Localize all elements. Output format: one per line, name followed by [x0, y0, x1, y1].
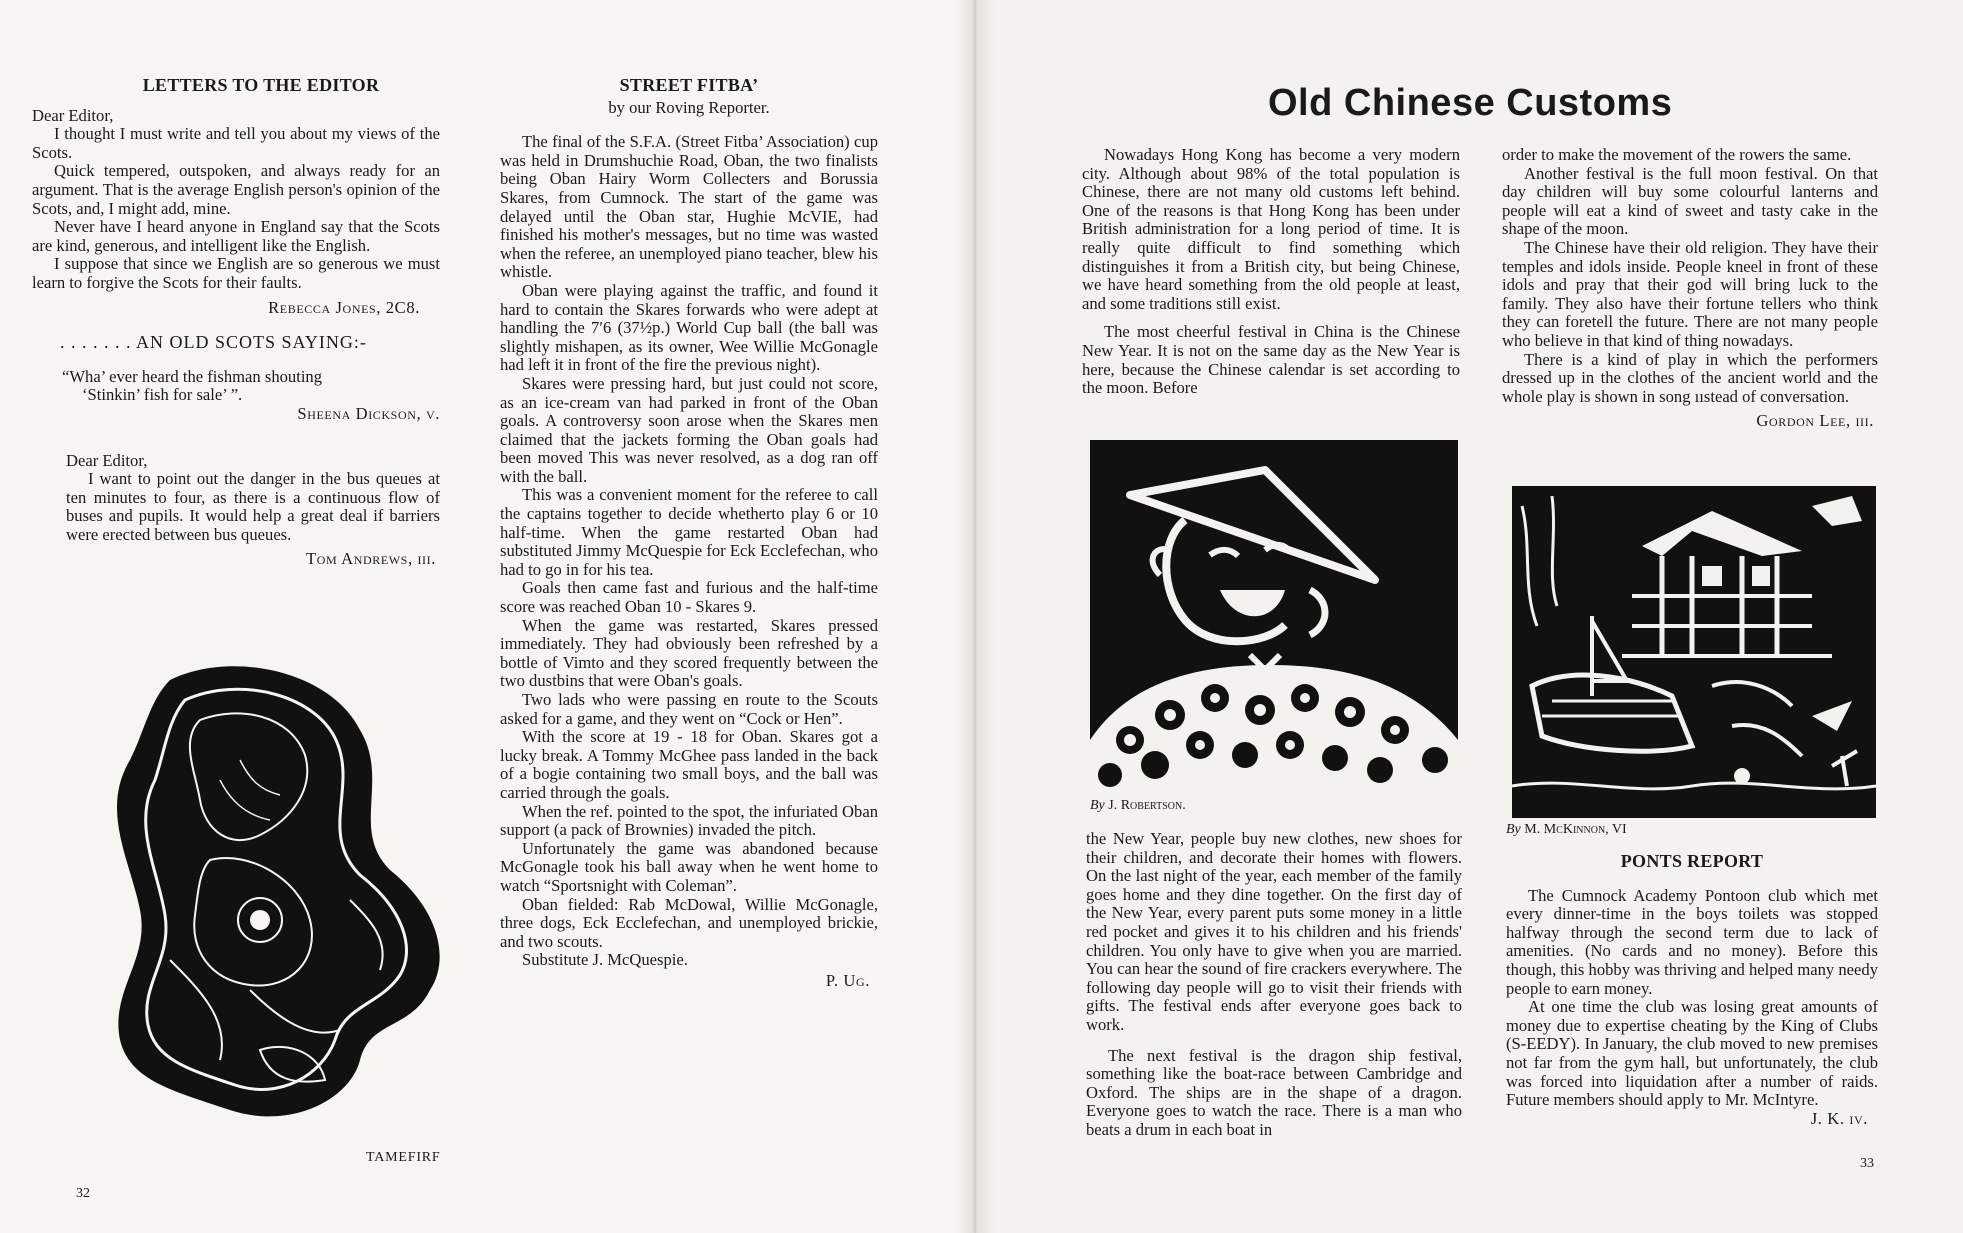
customs-paragraph: the New Year, people buy new clothes, new shoes for their children, and decorate their homes with flowers. On the last night of the year, each member of the family goes home and they dine together. On the first day of the New Year, every parent puts some money in a little red pocket and gives it to his children and his friends' children. You only have to give when you are married. You can hear the sound of fire crackers everywhere. The following day people will go to visit their friends with gifts. The festival ends after everyone goes back to work.: [1086, 829, 1462, 1034]
ponts-heading: PONTS REPORT: [1620, 851, 1764, 871]
letter1-signature: Rebecca Jones, 2C8.: [268, 297, 420, 317]
chinese-man-woodcut-image: [1090, 440, 1458, 788]
customs-paragraph: The next festival is the dragon ship festival, something like the boat-race between Cambridge and Oxford. The ships are in the shape of a dragon. Everyone goes to watch the race. There is a man who beats a drum in each boat in: [1086, 1045, 1462, 1139]
street-fitba-signature: P. Ug.: [825, 970, 870, 990]
letters-heading: LETTERS TO THE EDITOR: [142, 75, 380, 95]
fitba-paragraph: Goals then came fast and furious and the half-time score was reached Oban 10 - Skares 9.: [500, 578, 878, 617]
customs-paragraph: Nowadays Hong Kong has become a very modern city. Although about 98% of the total population is Chinese, there are not many old customs left behind. One of the reasons is that Hong Kong has been under British administration for a long period of time. It is really quite difficult to find something which distinguishes it from a British city, but being Chinese, we have heard something from the old people at least, and some traditions still exist.: [1082, 145, 1460, 313]
chinese-customs-col1-bottom: [1086, 830, 1462, 1140]
fitba-paragraph: When the game was restarted, Skares pressed immediately. They had obviously been refreshed by a bottle of Vimto and they scored frequently between the two dustbins that were Oban's goals.: [500, 615, 878, 691]
fitba-paragraph: Oban fielded: Rab McDowal, Willie McGonagle, three dogs, Eck Ecclefechan, and unemployed brickie, and two scouts.: [500, 894, 878, 951]
letter1-paragraph: Quick tempered, outspoken, and always ready for an argument. That is the average English person's opinion of the Scots, and, I might add, mine.: [32, 161, 440, 218]
book-gutter: [955, 0, 995, 1233]
left-page: [0, 0, 975, 1233]
ponts-paragraph: At one time the club was losing great amounts of money due to expertise cheating by the King of Clubs (S-EEDY). In January, the club moved to new premises not far from the gym hall, but unfortunately, the club was forced into liquidation after a number of raids. Future members should apply to Mr. McIntyre.: [1506, 997, 1878, 1110]
letter2-salutation: Dear Editor,: [66, 450, 148, 470]
fitba-paragraph: Unfortunately the game was abandoned because McGonagle took his ball away when he went home to watch “Sportsnight with Coleman”.: [500, 838, 878, 895]
fitba-paragraph: Skares were pressing hard, but just could not score, as an ice-cream van had parked in front of the Oban goals. A controversy soon arose when the Skares men claimed that the jackets forming the Oban goals had been moved This was never resolved, as a dog ran off with the ball.: [500, 373, 878, 486]
chinese-customs-col1-top: [1082, 146, 1460, 398]
ponts-signature: J. K. iv.: [1810, 1108, 1868, 1128]
letter1-paragraph: I suppose that since we English are so generous we must learn to forgive the Scots for their faults.: [32, 254, 440, 292]
customs-paragraph: The Chinese have their old religion. They have their temples and idols inside. People kneel in front of these idols and pray that their god will bring luck to the family. They also have their fortune tellers who think they can foretell the future. There are not many people who believe in that kind of thing nowadays.: [1502, 237, 1878, 350]
image1-credit-prefix: By: [1090, 798, 1105, 813]
image1-credit: [1090, 798, 1186, 814]
temple-woodcut-image: [1512, 486, 1876, 818]
letter1-salutation: Dear Editor,: [32, 105, 114, 125]
page-number-right: 33: [1860, 1156, 1874, 1171]
letter2-signature: Tom Andrews, iii.: [306, 549, 436, 569]
street-fitba-heading: STREET FITBA’: [619, 75, 759, 95]
artwork-credit: TAMEFIRF: [366, 1150, 441, 1165]
street-fitba-byline: by our Roving Reporter.: [608, 97, 770, 117]
page-number-left: 32: [76, 1186, 90, 1201]
fitba-paragraph: Substitute J. McQuespie.: [522, 950, 688, 970]
saying-heading: . . . . . . . AN OLD SCOTS SAYING:-: [60, 332, 367, 353]
fitba-paragraph: The final of the S.F.A. (Street Fitba’ Association) cup was held in Drumshuchie Road, Oban, the two finalists being Oban Hairy Worm Collecters and Borussia Skares, from Cumnock. The start of the game was delayed until the Oban star, Hughie McVIE, had finished his mother's messages, but no time was wasted when the referee, an unemployed piano teacher, blew his whistle.: [500, 132, 878, 282]
customs-signature: Gordon Lee, iii.: [1756, 411, 1874, 431]
letter2-paragraph: I want to point out the danger in the bus queues at ten minutes to four, as there is a continuous flow of buses and pupils. It would help a great deal if barriers were erected between bus queues.: [66, 469, 440, 544]
letter1-paragraph: I thought I must write and tell you about my views of the Scots.: [32, 124, 440, 162]
article-title: Old Chinese Customs: [1268, 82, 1673, 124]
image2-credit-prefix: By: [1506, 822, 1521, 837]
customs-paragraph: The most cheerful festival in China is the Chinese New Year. It is not on the same day as the New Year is here, because the Chinese calendar is set according to the moon. Before: [1082, 322, 1460, 398]
fitba-paragraph: Oban were playing against the traffic, and found it hard to contain the Skares forwards who were adept at handling the 7′6 (37½p.) World Cup ball (the ball was slightly mishapen, as its owner, Wee Willie McGonagle had left it in front of the fire the previous night).: [500, 280, 878, 375]
fitba-paragraph: Two lads who were passing en route to the Scouts asked for a game, and they went on “Cock or Hen”.: [500, 690, 878, 728]
customs-paragraph: There is a kind of play in which the performers dressed up in the clothes of the ancient world and the whole play is shown in song ııstead of conversation.: [1502, 349, 1878, 406]
street-fitba-column: [500, 76, 878, 991]
saying-signature: Sheena Dickson, v.: [297, 403, 440, 423]
abstract-ink-artwork: [110, 660, 455, 1135]
ponts-paragraph: The Cumnock Academy Pontoon club which met every dinner-time in the boys toilets was stopped halfway through the second term due to lack of amenities. (No cards and no money). Before this though, this hobby was thriving and helped many needy people to earn money.: [1506, 885, 1878, 998]
fitba-paragraph: When the ref. pointed to the spot, the infuriated Oban support (a pack of Brownies) invaded the pitch.: [500, 801, 878, 840]
ponts-report-column: [1506, 852, 1878, 1128]
letter1-body: [32, 125, 440, 292]
letters-column: [32, 76, 440, 569]
saying-quote-line2: ‘Stinkin’ fish for sale’ ”.: [82, 385, 243, 405]
fitba-paragraph: This was a convenient moment for the referee to call the captains together to decide whetherto play 6 or 10 half-time. When the game restarted Oban had substituted Jimmy McQuespie for Eck Ecclefechan, who had to go in for his tea.: [500, 485, 878, 579]
letter1-paragraph: Never have I heard anyone in England say that the Scots are kind, generous, and intelligent like the English.: [32, 217, 440, 255]
saying-quote-line1: “Wha’ ever heard the fishman shouting: [62, 366, 323, 386]
image2-credit-name: M. McKinnon, VI: [1524, 822, 1627, 837]
image2-credit: [1506, 822, 1627, 838]
image1-credit-name: J. Robertson.: [1108, 798, 1186, 813]
customs-paragraph: Another festival is the full moon festival. On that day children will buy some colourful lanterns and people will eat a kind of sweet and tasty cake in the shape of the moon.: [1502, 163, 1878, 239]
customs-paragraph: order to make the movement of the rowers the same.: [1502, 145, 1852, 164]
chinese-customs-col2: [1502, 146, 1878, 431]
fitba-paragraph: With the score at 19 - 18 for Oban. Skares got a lucky break. A Tommy McGhee pass landed in the back of a bogie containing two small boys, and the ball was carried through the goals.: [500, 727, 878, 802]
